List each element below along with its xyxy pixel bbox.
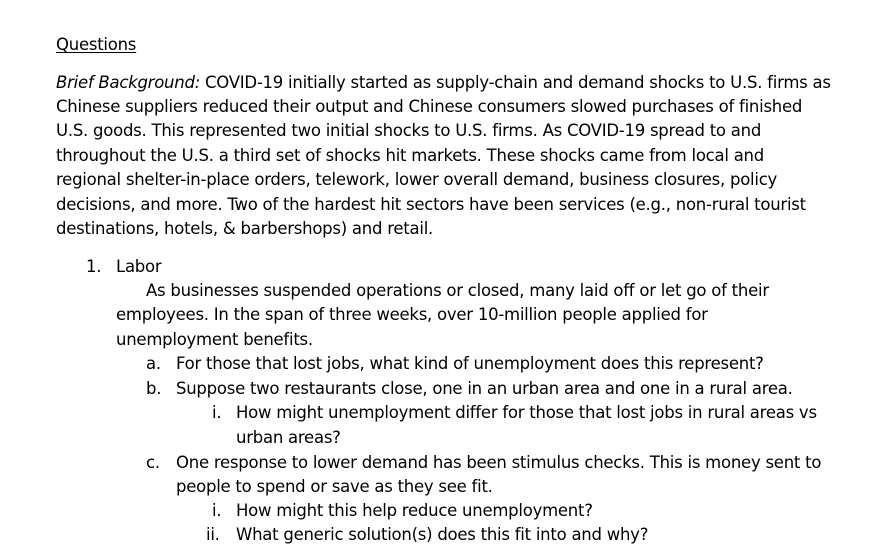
background-label: Brief Background: (56, 73, 201, 92)
item-a-marker: a. (146, 354, 161, 373)
background-line-4: throughout the U.S. a third set of shocks hit markets. These shocks came from local and (56, 146, 764, 165)
background-text-1: COVID-19 initially started as supply-chain and demand shocks to U.S. firms as (200, 73, 831, 92)
item-c-ii-marker: ii. (206, 525, 220, 544)
item-c-line-1: One response to lower demand has been stimulus checks. This is money sent to (176, 453, 822, 472)
section-1-paragraph-line-2: employees. In the span of three weeks, over 10-million people applied for (116, 305, 708, 324)
item-c-ii-text: What generic solution(s) does this fit into and why? (236, 525, 649, 544)
background-line-3: U.S. goods. This represented two initial shocks to U.S. firms. As COVID-19 spread to and (56, 121, 762, 140)
item-b-i-marker: i. (212, 403, 222, 422)
background-line-2: Chinese suppliers reduced their output and Chinese consumers slowed purchases of finished (56, 97, 803, 116)
item-b-i-line-1: How might unemployment differ for those that lost jobs in rural areas vs (236, 403, 817, 422)
background-line-6: decisions, and more. Two of the hardest hit sectors have been services (e.g., non-rural tourist (56, 195, 806, 214)
item-c-line-2: people to spend or save as they see fit. (176, 477, 493, 496)
page-heading: Questions (56, 35, 137, 54)
item-c-i-marker: i. (212, 501, 222, 520)
section-1-title: Labor (116, 257, 162, 276)
section-1-paragraph-line-1: As businesses suspended operations or closed, many laid off or let go of their (146, 281, 769, 300)
section-1-paragraph-line-3: unemployment benefits. (116, 330, 313, 349)
item-c-i-text: How might this help reduce unemployment? (236, 501, 593, 520)
item-b-marker: b. (146, 379, 162, 398)
background-line-1 (56, 71, 831, 96)
item-b-text: Suppose two restaurants close, one in an urban area and one in a rural area. (176, 379, 793, 398)
section-1-number: 1. (86, 257, 102, 276)
background-line-5: regional shelter-in-place orders, telework, lower overall demand, business closures, policy (56, 170, 778, 189)
background-line-7: destinations, hotels, & barbershops) and retail. (56, 219, 434, 238)
item-a-text: For those that lost jobs, what kind of unemployment does this represent? (176, 354, 764, 373)
item-b-i-line-2: urban areas? (236, 428, 341, 447)
item-c-marker: c. (146, 453, 160, 472)
